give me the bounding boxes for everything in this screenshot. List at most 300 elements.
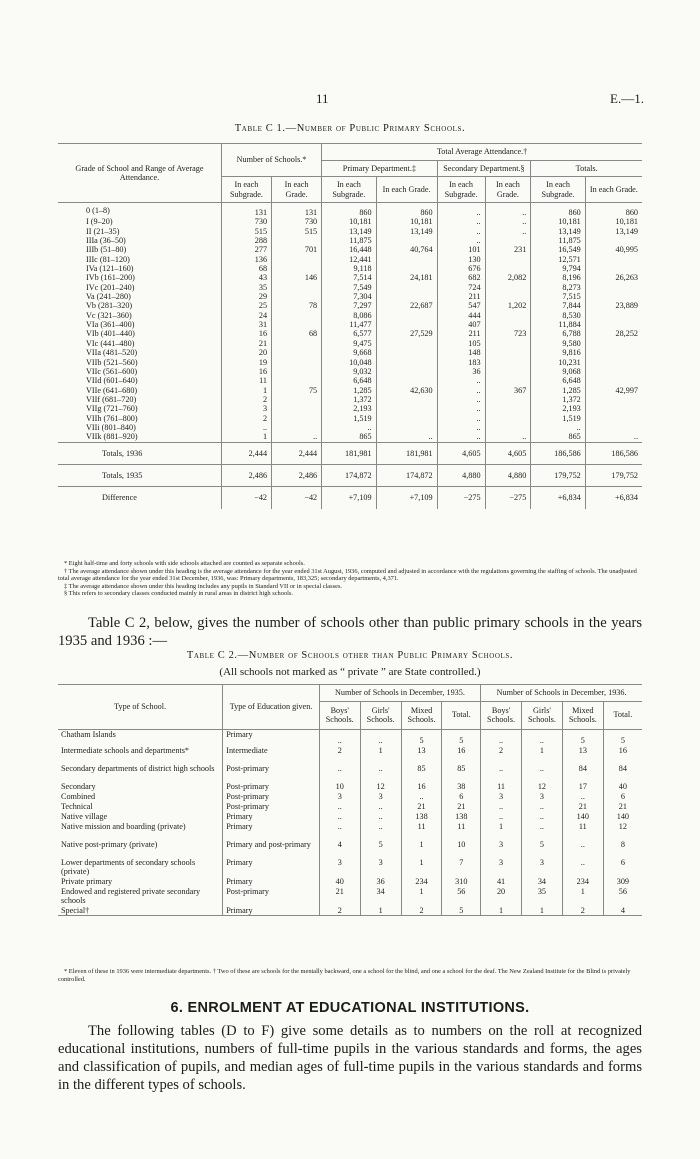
value-cell: 131 [221,203,271,218]
col-grade: In each Grade. [585,177,642,203]
value-cell: .. [485,217,531,226]
count-cell: 11 [442,821,481,839]
totals-label: Totals, 1935 [58,464,221,486]
value-cell: .. [585,432,642,442]
count-cell: 10 [319,781,360,791]
value-cell [272,367,322,376]
table-row [58,791,642,801]
value-cell: .. [437,236,485,245]
count-cell: .. [521,763,562,781]
value-cell [485,283,531,292]
value-cell: 25 [221,301,271,310]
value-cell [376,376,437,385]
value-cell: 136 [221,255,271,264]
value-cell: 211 [437,329,485,338]
value-cell: 35 [221,283,271,292]
totals-cell: 2,444 [272,442,322,464]
table-c1-title: Table C 1.—Number of Public Primary Schools. [234,123,466,134]
value-cell: 11 [221,376,271,385]
count-cell: 12 [521,781,562,791]
value-cell: .. [272,432,322,442]
totals-row [58,487,642,509]
table-c1-footnotes [58,560,642,598]
table-c2-footnote [58,968,642,983]
value-cell: 68 [272,329,322,338]
count-cell: .. [360,811,401,821]
table-c1 [58,143,642,509]
value-cell [376,311,437,320]
grade-cell: VIIh (761–800) [86,413,138,423]
value-cell: 9,118 [322,264,376,273]
value-cell [376,414,437,423]
col-1935-header: Number of Schools in December, 1935. [319,685,480,702]
intro-paragraph: Table C 2, below, gives the number of schools other than public primary schools in the years 1935 and 1936 :— [58,615,642,649]
count-cell: 4 [319,839,360,857]
value-cell [485,367,531,376]
school-type-cell: Secondary departments of district high schools [61,763,215,773]
value-cell: 24,181 [376,273,437,282]
count-cell: 5 [562,729,603,745]
value-cell: 231 [485,245,531,254]
count-cell: 1 [401,839,442,857]
value-cell [585,376,642,385]
value-cell: 724 [437,283,485,292]
count-cell: .. [319,821,360,839]
count-cell: 85 [442,763,481,781]
count-cell: 6 [603,857,642,876]
page-header [0,91,700,111]
value-cell [272,264,322,273]
count-cell: 140 [603,811,642,821]
count-cell: 2 [401,905,442,916]
count-cell: 234 [562,876,603,886]
value-cell: 547 [437,301,485,310]
totals-cell: 4,880 [485,464,531,486]
count-cell: .. [521,729,562,745]
totals-cell: 179,752 [531,464,585,486]
table-row [58,236,642,245]
value-cell: 131 [272,203,322,218]
count-cell: .. [319,801,360,811]
count-cell: .. [481,811,522,821]
count-cell: 6 [442,791,481,801]
count-cell: 5 [360,839,401,857]
value-cell: 1,285 [531,386,585,395]
section-heading: 6. ENROLMENT AT EDUCATIONAL INSTITUTIONS. [170,1000,530,1016]
value-cell: 3 [221,404,271,413]
grade-cell: VIIa (481–520) [86,348,138,358]
value-cell: 7,304 [322,292,376,301]
value-cell: 22,687 [376,301,437,310]
value-cell: 6,648 [531,376,585,385]
value-cell: 9,816 [531,348,585,357]
value-cell [376,395,437,404]
table-row [58,311,642,320]
count-cell: 5 [401,729,442,745]
value-cell: 730 [221,217,271,226]
totals-cell: +7,109 [322,487,376,509]
value-cell: 42,997 [585,386,642,395]
grade-cell: VIIb (521–560) [86,357,138,367]
count-cell: .. [319,811,360,821]
value-cell [376,283,437,292]
count-cell: 10 [442,839,481,857]
value-cell: 78 [272,301,322,310]
value-cell: 24 [221,311,271,320]
col-mixed: Mixed Schools. [562,701,603,729]
value-cell [585,358,642,367]
col-grade: In each Grade. [485,177,531,203]
count-cell: 35 [521,886,562,905]
value-cell [272,255,322,264]
value-cell [585,320,642,329]
count-cell: 3 [481,839,522,857]
count-cell: .. [401,791,442,801]
value-cell: 36 [437,367,485,376]
school-type-cell: Technical [61,801,93,811]
education-type-cell: Primary [223,811,320,821]
value-cell [485,423,531,432]
grade-cell: VIIg (721–760) [86,404,138,414]
value-cell: 723 [485,329,531,338]
value-cell: 682 [437,273,485,282]
count-cell: .. [521,801,562,811]
table-row [58,367,642,376]
count-cell: 16 [442,745,481,763]
value-cell: 13,149 [376,227,437,236]
value-cell [272,348,322,357]
count-cell: 1 [521,745,562,763]
count-cell: .. [562,857,603,876]
table-row [58,395,642,404]
table-row [58,320,642,329]
value-cell [272,358,322,367]
value-cell: 9,475 [322,339,376,348]
count-cell: 138 [401,811,442,821]
value-cell: 865 [531,432,585,442]
value-cell [376,367,437,376]
education-type-cell: Primary [223,729,320,745]
grade-cell: II (21–35) [86,226,120,236]
value-cell: 10,181 [376,217,437,226]
count-cell: 309 [603,876,642,886]
count-cell: 38 [442,781,481,791]
count-cell: .. [481,763,522,781]
education-type-cell: Primary [223,857,320,876]
count-cell: 40 [603,781,642,791]
col-boys: Boys' Schools. [319,701,360,729]
table-row [58,857,642,876]
col-total: Total. [442,701,481,729]
count-cell: 1 [481,821,522,839]
value-cell [485,255,531,264]
footnote: † The average attendance shown under this heading is the average attendance for the year ended 31st August, 1936, computed and adjusted in accordance with the regulations governing the staffing of schools. The unadjusted total average attendance for the year ended 31st December, 1936, was: Primary departments, 183,325; secondary departments, 4,371. [58,567,637,583]
value-cell: 367 [485,386,531,395]
value-cell: 11,477 [322,320,376,329]
value-cell: 16 [221,329,271,338]
grade-cell: 0 (1–8) [86,205,110,215]
grade-cell: VIIe (641–680) [86,385,138,395]
count-cell: 3 [319,857,360,876]
table-row [58,348,642,357]
col-schools-header: Number of Schools.* [221,144,321,177]
value-cell [585,264,642,273]
value-cell: .. [485,227,531,236]
count-cell: 34 [360,886,401,905]
value-cell: 29 [221,292,271,301]
value-cell: 8,273 [531,283,585,292]
table-row [58,376,642,385]
footnote: ‡ The average attendance shown under this heading includes any pupils in Standard VII or in special classes. [64,582,343,590]
grade-cell: VIId (601–640) [86,376,138,386]
count-cell: 16 [401,781,442,791]
value-cell [485,320,531,329]
totals-row [58,442,642,464]
table-c2 [58,684,642,916]
school-type-cell: Native post-primary (private) [61,839,158,849]
value-cell: 42,630 [376,386,437,395]
value-cell: .. [485,203,531,218]
education-type-cell: Primary [223,821,320,839]
grade-cell: VIc (441–480) [86,338,135,348]
value-cell: 12,441 [322,255,376,264]
value-cell: 183 [437,358,485,367]
value-cell: 20 [221,348,271,357]
value-cell: 43 [221,273,271,282]
count-cell: 21 [603,801,642,811]
totals-cell: +7,109 [376,487,437,509]
value-cell: 2 [221,414,271,423]
count-cell: 138 [442,811,481,821]
value-cell [585,311,642,320]
table-row [58,358,642,367]
totals-cell: +6,834 [531,487,585,509]
totals-cell: −42 [221,487,271,509]
count-cell: 3 [521,857,562,876]
totals-cell: 174,872 [322,464,376,486]
value-cell: .. [437,423,485,432]
value-cell: 105 [437,339,485,348]
grade-cell: Va (241–280) [86,292,131,302]
value-cell [585,423,642,432]
totals-cell: 2,486 [272,464,322,486]
value-cell: 130 [437,255,485,264]
value-cell: 865 [322,432,376,442]
table-row [58,301,642,310]
count-cell: 3 [521,791,562,801]
school-type-cell: Combined [61,791,96,801]
col-secondary-header: Secondary Department.§ [437,160,531,177]
totals-cell: 2,444 [221,442,271,464]
value-cell [272,320,322,329]
value-cell: .. [485,432,531,442]
table-row [58,283,642,292]
value-cell: 148 [437,348,485,357]
count-cell: 17 [562,781,603,791]
value-cell [585,367,642,376]
value-cell [585,395,642,404]
table-row [58,329,642,338]
value-cell [376,339,437,348]
count-cell: .. [360,729,401,745]
col-type-header: Type of School. [58,685,223,730]
value-cell [485,395,531,404]
value-cell: 9,068 [531,367,585,376]
value-cell [485,264,531,273]
col-totals-header: Totals. [531,160,642,177]
value-cell [585,348,642,357]
count-cell: 41 [481,876,522,886]
value-cell: 11,884 [531,320,585,329]
value-cell: .. [221,423,271,432]
count-cell: 16 [603,745,642,763]
value-cell: .. [437,203,485,218]
school-type-cell: Intermediate schools and departments* [61,745,190,755]
table-row [58,781,642,791]
value-cell: 6,577 [322,329,376,338]
value-cell: 730 [272,217,322,226]
count-cell: 13 [562,745,603,763]
value-cell: .. [437,386,485,395]
count-cell: 2 [319,905,360,916]
value-cell: 101 [437,245,485,254]
value-cell: 11,875 [531,236,585,245]
count-cell: 1 [360,905,401,916]
value-cell: 7,297 [322,301,376,310]
value-cell: 10,048 [322,358,376,367]
grade-cell: IIIb (51–80) [86,245,127,255]
value-cell: 13,149 [585,227,642,236]
value-cell [585,292,642,301]
totals-cell: 4,605 [437,442,485,464]
value-cell: 2,193 [531,404,585,413]
value-cell [485,414,531,423]
grade-cell: I (9–20) [86,217,113,227]
education-type-cell: Post-primary [223,791,320,801]
count-cell: .. [319,763,360,781]
count-cell: 84 [562,763,603,781]
value-cell [272,404,322,413]
education-type-cell: Primary [223,905,320,916]
value-cell [272,423,322,432]
value-cell: 2 [221,395,271,404]
value-cell [272,414,322,423]
value-cell: 1,519 [531,414,585,423]
table-row [58,745,642,763]
grade-cell: IIIc (81–120) [86,254,130,264]
count-cell: 4 [603,905,642,916]
totals-cell: 181,981 [322,442,376,464]
value-cell: 16,549 [531,245,585,254]
value-cell: 444 [437,311,485,320]
count-cell: 5 [442,729,481,745]
count-cell: 12 [360,781,401,791]
value-cell: 13,149 [322,227,376,236]
value-cell [585,283,642,292]
grade-cell: Vb (281–320) [86,301,133,311]
education-type-cell: Primary and post-primary [223,839,320,857]
totals-label: Totals, 1936 [58,442,221,464]
value-cell: 1,372 [531,395,585,404]
grade-cell: VIa (361–400) [86,320,135,330]
school-type-cell: Lower departments of secondary schools (private) [61,857,196,876]
school-type-cell: Native village [61,811,108,821]
count-cell: 310 [442,876,481,886]
count-cell: 1 [521,905,562,916]
count-cell: 21 [562,801,603,811]
value-cell: 68 [221,264,271,273]
count-cell: 21 [319,886,360,905]
count-cell: 140 [562,811,603,821]
value-cell: 6,648 [322,376,376,385]
col-primary-header: Primary Department.‡ [322,160,437,177]
grade-cell: VIb (401–440) [86,329,135,339]
value-cell [272,395,322,404]
count-cell: 1 [562,886,603,905]
grade-cell: IVb (161–200) [86,273,135,283]
value-cell: .. [437,376,485,385]
value-cell: 28,252 [585,329,642,338]
education-type-cell: Intermediate [223,745,320,763]
table-row [58,217,642,226]
value-cell [585,404,642,413]
value-cell [485,376,531,385]
footnote: * Eleven of these in 1936 were intermediate departments. † Two of these are schools for the mentally backward, one a school for the blind, and one a school for the deaf. The New Zealand Institute for the Blind is privately controlled. [58,968,631,983]
value-cell: 10,181 [322,217,376,226]
education-type-cell: Primary [223,876,320,886]
count-cell: 21 [442,801,481,811]
value-cell: 7,515 [531,292,585,301]
count-cell: .. [562,791,603,801]
count-cell: .. [481,729,522,745]
value-cell: .. [437,432,485,442]
value-cell: 10,181 [585,217,642,226]
value-cell: 146 [272,273,322,282]
value-cell: 16 [221,367,271,376]
value-cell [585,339,642,348]
value-cell [485,311,531,320]
count-cell: 7 [442,857,481,876]
value-cell [485,348,531,357]
value-cell [485,404,531,413]
count-cell: 11 [481,781,522,791]
count-cell: 21 [401,801,442,811]
count-cell: 56 [603,886,642,905]
count-cell: 85 [401,763,442,781]
value-cell: 1 [221,386,271,395]
table-row [58,245,642,254]
value-cell [376,423,437,432]
col-grade-header: Grade of School and Range of Average Attendance. [58,144,221,203]
grade-cell: VIIk (881–920) [86,432,138,442]
value-cell: 16,448 [322,245,376,254]
col-mixed: Mixed Schools. [401,701,442,729]
table-row [58,432,642,442]
value-cell: 10,181 [531,217,585,226]
value-cell: .. [437,227,485,236]
table-row [58,876,642,886]
footnote: * Eight half-time and forty schools with side schools attached are counted as separate schools. [64,560,305,567]
value-cell [376,358,437,367]
count-cell: 84 [603,763,642,781]
totals-cell: −275 [437,487,485,509]
table-row [58,839,642,857]
totals-cell: −42 [272,487,322,509]
value-cell: 8,196 [531,273,585,282]
col-boys: Boys' Schools. [481,701,522,729]
grade-cell: VIIf (681–720) [86,394,137,404]
col-girls: Girls' Schools. [521,701,562,729]
